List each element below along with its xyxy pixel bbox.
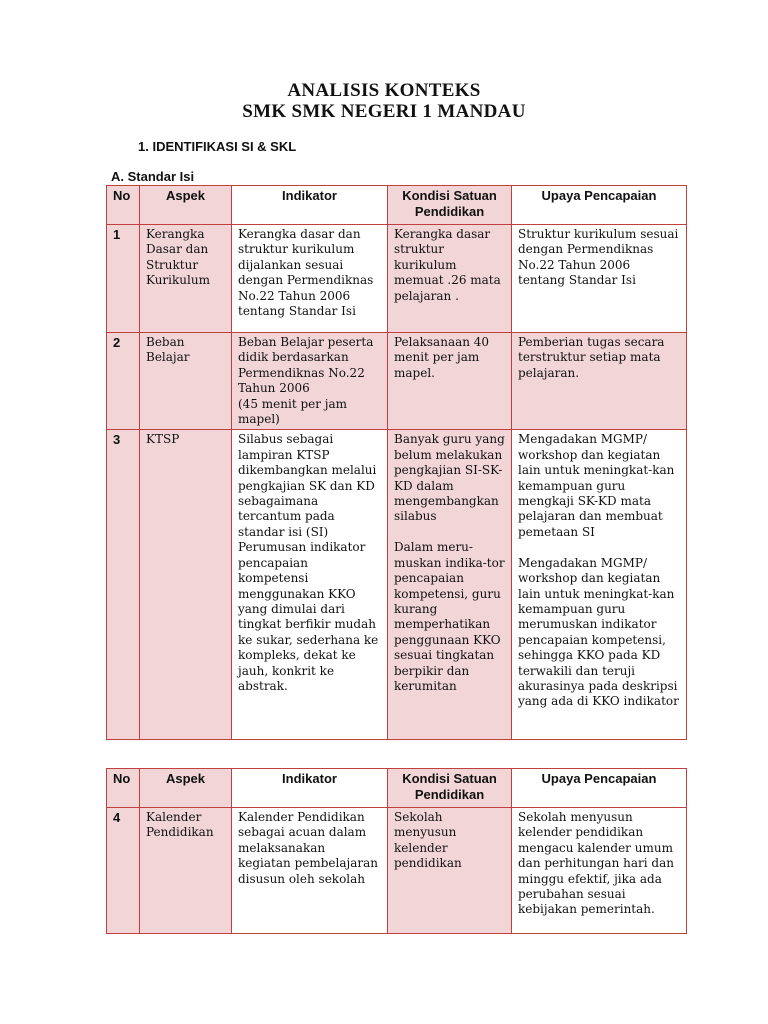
header-upaya: Upaya Pencapaian [512, 769, 687, 808]
cell-indikator: Silabus sebagai lampiran KTSP dikembangkan melalui pengkajian SK dan KD sebagaimana tercantum pada standar isi (SI) Perumusan indikator pencapaian kompetensi menggunakan KKO yang dimulai dari tingkat berfikir mudah ke sukar, sederhana ke kompleks, dekat ke jauh, konkrit ke abstrak. [232, 430, 388, 740]
table-row [107, 225, 687, 333]
cell-no: 2 [107, 333, 140, 430]
cell-indikator: Beban Belajar peserta didik berdasarkan Permendiknas No.22 Tahun 2006 (45 menit per jam mapel) [232, 333, 388, 430]
subsection-heading: A. Standar Isi [111, 169, 195, 184]
header-indikator: Indikator [232, 769, 388, 808]
cell-no: 4 [107, 808, 140, 934]
kalender-table [106, 768, 687, 934]
cell-upaya: Sekolah menyusun kelender pendidikan mengacu kalender umum dan perhitungan hari dan minggu efektif, jika ada perubahan sesuai kebijakan pemerintah. [512, 808, 687, 934]
table-row [107, 808, 687, 934]
cell-no: 1 [107, 225, 140, 333]
cell-upaya: Pemberian tugas secara terstruktur setiap mata pelajaran. [512, 333, 687, 430]
table-header-row [107, 186, 687, 225]
header-no: No [107, 186, 140, 225]
cell-kondisi: Banyak guru yang belum melakukan pengkajian SI-SK-KD dalam mengembangkan silabus Dalam meru-muskan indika-tor pencapaian kompetensi, guru kurang memperhatikan penggunaan KKO sesuai tingkatan berpikir dan kerumitan [388, 430, 512, 740]
standar-isi-table [106, 185, 687, 740]
table-row [107, 333, 687, 430]
document-subtitle: SMK SMK NEGERI 1 MANDAU [242, 101, 526, 122]
cell-aspek: Kerangka Dasar dan Struktur Kurikulum [140, 225, 232, 333]
table-header-row [107, 769, 687, 808]
cell-indikator: Kalender Pendidikan sebagai acuan dalam melaksanakan kegiatan pembelajaran disusun oleh sekolah [232, 808, 388, 934]
cell-upaya: Mengadakan MGMP/ workshop dan kegiatan lain untuk meningkat-kan kemampuan guru mengkaji SK-KD mata pelajaran dan membuat pemetaan SI Mengadakan MGMP/ workshop dan kegiatan lain untuk meningkat-kan kemampuan guru merumuskan indikator pencapaian kompetensi, sehingga KKO pada KD terwakili dan teruji akurasinya pada deskripsi yang ada di KKO indikator [512, 430, 687, 740]
header-upaya: Upaya Pencapaian [512, 186, 687, 225]
header-aspek: Aspek [140, 769, 232, 808]
header-no: No [107, 769, 140, 808]
header-indikator: Indikator [232, 186, 388, 225]
cell-aspek: Kalender Pendidikan [140, 808, 232, 934]
document-title: ANALISIS KONTEKS [287, 80, 481, 101]
cell-aspek: Beban Belajar [140, 333, 232, 430]
cell-aspek: KTSP [140, 430, 232, 740]
section-heading: 1. IDENTIFIKASI SI & SKL [138, 139, 297, 154]
table-row [107, 430, 687, 740]
header-aspek: Aspek [140, 186, 232, 225]
header-kondisi: Kondisi Satuan Pendidikan [388, 186, 512, 225]
cell-indikator: Kerangka dasar dan struktur kurikulum dijalankan sesuai dengan Permendiknas No.22 Tahun 2006 tentang Standar Isi [232, 225, 388, 333]
cell-kondisi: Sekolah menyusun kelender pendidikan [388, 808, 512, 934]
cell-no: 3 [107, 430, 140, 740]
cell-upaya: Struktur kurikulum sesuai dengan Permendiknas No.22 Tahun 2006 tentang Standar Isi [512, 225, 687, 333]
cell-kondisi: Kerangka dasar struktur kurikulum memuat .26 mata pelajaran . [388, 225, 512, 333]
cell-kondisi: Pelaksanaan 40 menit per jam mapel. [388, 333, 512, 430]
header-kondisi: Kondisi Satuan Pendidikan [388, 769, 512, 808]
